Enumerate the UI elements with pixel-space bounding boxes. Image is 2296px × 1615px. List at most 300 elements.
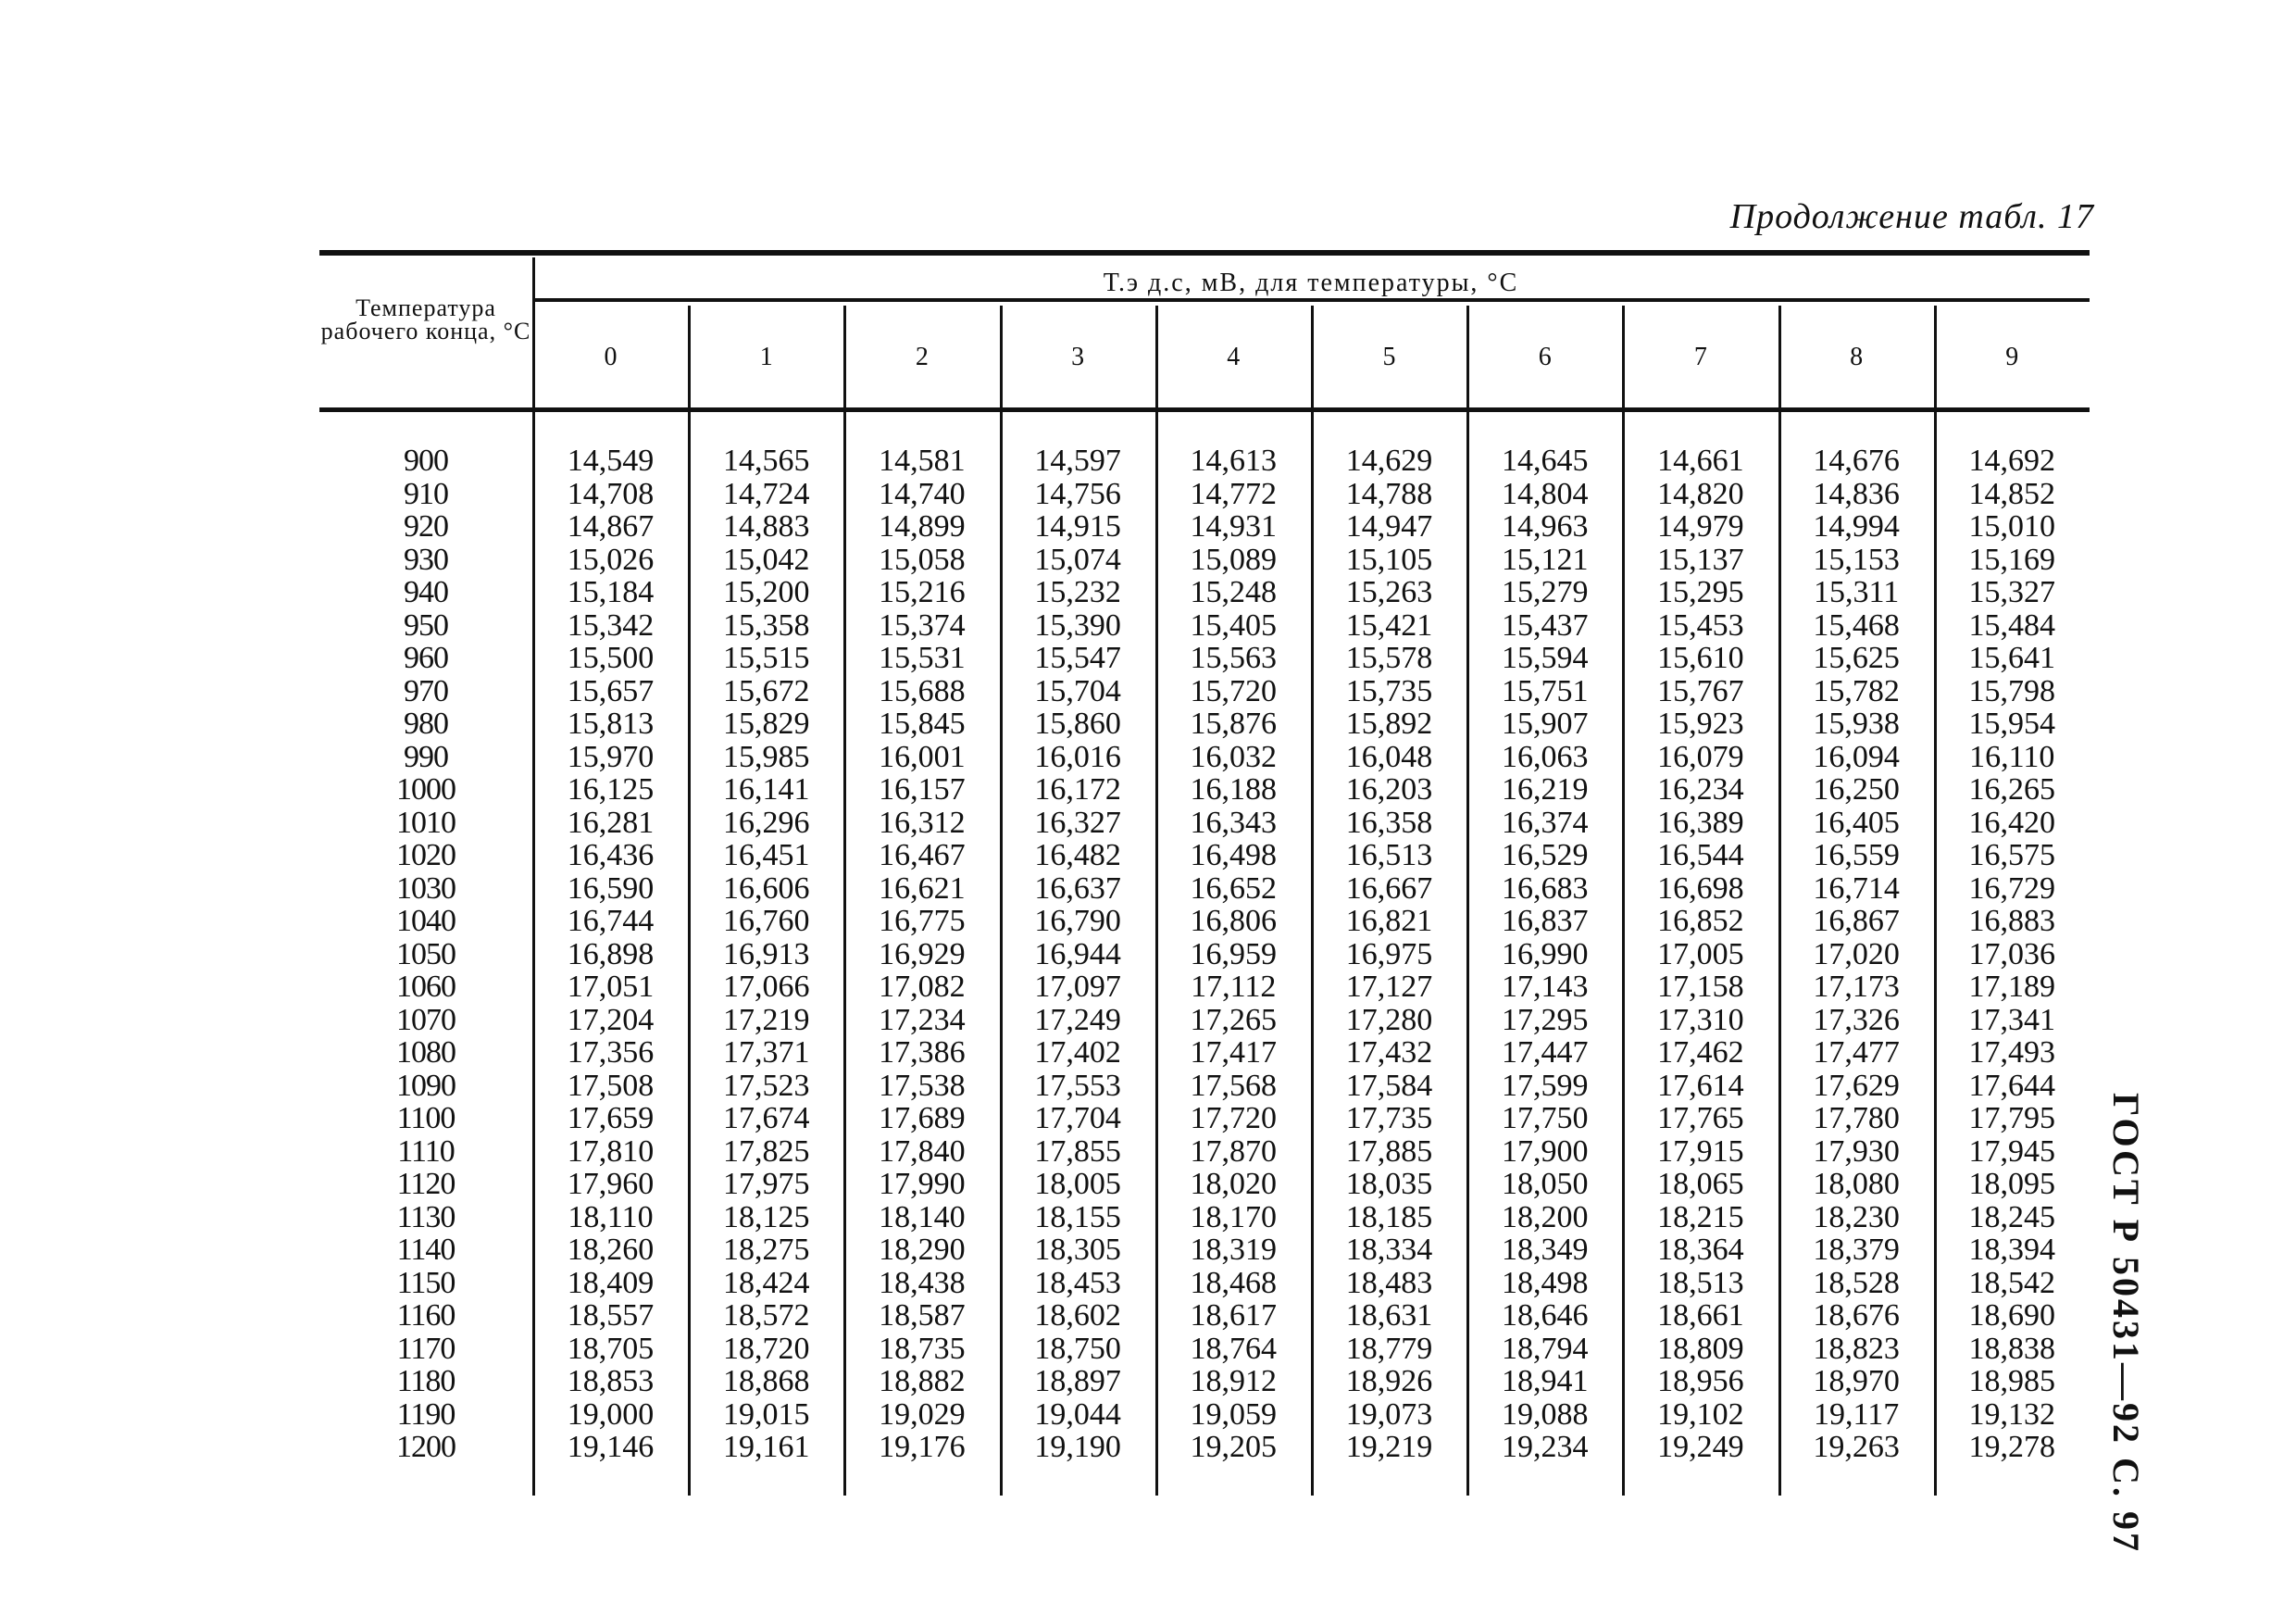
emf-value-cell: 15,735	[1345, 673, 1433, 708]
emf-value-cell: 16,374	[1501, 805, 1589, 840]
emf-value-cell: 16,775	[879, 904, 966, 938]
emf-value-cell: 18,690	[1968, 1298, 2056, 1333]
emf-value-cell: 14,740	[879, 476, 966, 511]
emf-value-cell: 16,467	[879, 838, 966, 872]
emf-value-cell: 17,158	[1657, 970, 1744, 1004]
emf-value-cell: 15,970	[567, 739, 655, 774]
emf-value-cell: 14,947	[1345, 509, 1433, 544]
emf-value-cell: 17,553	[1034, 1068, 1121, 1103]
emf-value-cell: 16,141	[722, 772, 810, 807]
emf-value-cell: 17,900	[1501, 1133, 1589, 1169]
emf-value-cell: 18,005	[1034, 1167, 1121, 1201]
emf-value-cell: 17,417	[1190, 1035, 1278, 1070]
emf-value-cell: 15,672	[722, 673, 810, 708]
emf-value-cell: 15,089	[1190, 542, 1278, 577]
emf-value-cell: 14,676	[1813, 444, 1900, 478]
emf-value-cell: 16,883	[1968, 904, 2056, 938]
emf-value-cell: 17,975	[722, 1167, 810, 1201]
emf-value-cell: 16,482	[1034, 838, 1121, 872]
temperature-cell: 930	[404, 542, 448, 577]
emf-value-cell: 18,572	[722, 1298, 810, 1333]
emf-value-cell: 18,349	[1501, 1233, 1589, 1267]
emf-value-cell: 14,708	[567, 476, 655, 511]
emf-column-1	[688, 444, 844, 1464]
emf-value-cell: 16,234	[1657, 772, 1744, 807]
emf-value-cell: 19,029	[879, 1396, 966, 1432]
emf-value-cell: 16,806	[1190, 904, 1278, 938]
column-header: 9	[2005, 343, 2019, 371]
emf-value-cell: 15,907	[1501, 707, 1589, 741]
emf-value-cell: 16,837	[1501, 904, 1589, 938]
emf-value-cell: 15,515	[722, 641, 810, 675]
emf-value-cell: 16,606	[722, 870, 810, 906]
emf-value-cell: 17,386	[879, 1035, 966, 1070]
emf-value-cell: 15,374	[879, 607, 966, 643]
emf-value-cell: 17,508	[567, 1068, 655, 1103]
emf-column-8	[1778, 444, 1935, 1464]
emf-value-cell: 17,870	[1190, 1133, 1278, 1169]
emf-value-cell: 16,405	[1813, 805, 1900, 840]
emf-value-cell: 16,451	[722, 838, 810, 872]
emf-value-cell: 14,549	[567, 444, 655, 478]
emf-value-cell: 18,779	[1345, 1331, 1433, 1366]
emf-value-cell: 18,438	[879, 1265, 966, 1300]
column-header: 8	[1850, 343, 1864, 371]
emf-value-cell: 16,929	[879, 936, 966, 971]
emf-value-cell: 16,698	[1657, 870, 1744, 906]
emf-value-cell: 17,930	[1813, 1133, 1900, 1169]
emf-value-cell: 16,729	[1968, 870, 2056, 906]
temperature-cell: 1150	[396, 1265, 455, 1300]
column-header: 4	[1227, 343, 1241, 371]
emf-value-cell: 18,750	[1034, 1331, 1121, 1366]
emf-value-cell: 16,959	[1190, 936, 1278, 971]
emf-value-cell: 18,764	[1190, 1331, 1278, 1366]
emf-value-cell: 18,705	[567, 1331, 655, 1366]
emf-value-cell: 17,735	[1345, 1101, 1433, 1135]
emf-value-cell: 18,260	[567, 1233, 655, 1267]
emf-value-cell: 17,097	[1034, 970, 1121, 1004]
emf-value-cell: 18,720	[722, 1331, 810, 1366]
emf-value-cell: 17,689	[879, 1101, 966, 1135]
emf-value-cell: 18,305	[1034, 1233, 1121, 1267]
emf-value-cell: 16,281	[567, 805, 655, 840]
emf-value-cell: 18,853	[567, 1364, 655, 1398]
emf-value-cell: 14,994	[1813, 509, 1900, 544]
temperature-cell: 990	[404, 739, 448, 774]
temperature-cell: 940	[404, 575, 448, 609]
emf-value-cell: 17,204	[567, 1002, 655, 1037]
emf-value-cell: 18,050	[1501, 1167, 1589, 1201]
emf-value-cell: 17,750	[1501, 1101, 1589, 1135]
emf-value-cell: 15,216	[879, 575, 966, 609]
emf-value-cell: 15,010	[1968, 509, 2056, 544]
emf-value-cell: 16,852	[1657, 904, 1744, 938]
emf-value-cell: 19,000	[567, 1396, 655, 1432]
temperature-cell: 1140	[396, 1233, 455, 1267]
emf-value-cell: 17,674	[722, 1101, 810, 1135]
emf-value-cell: 18,528	[1813, 1265, 1900, 1300]
emf-value-cell: 18,319	[1190, 1233, 1278, 1267]
emf-value-cell: 17,538	[879, 1068, 966, 1103]
emf-value-cell: 15,641	[1968, 641, 2056, 675]
emf-value-cell: 19,059	[1190, 1396, 1278, 1432]
emf-column-3	[1000, 444, 1156, 1464]
emf-value-cell: 17,720	[1190, 1101, 1278, 1135]
emf-value-cell: 16,250	[1813, 772, 1900, 807]
emf-value-cell: 15,531	[879, 641, 966, 675]
emf-value-cell: 17,960	[567, 1167, 655, 1201]
emf-value-cell: 19,044	[1034, 1396, 1121, 1432]
emf-value-cell: 16,343	[1190, 805, 1278, 840]
temperature-cell: 1030	[396, 870, 455, 906]
emf-value-cell: 18,646	[1501, 1298, 1589, 1333]
emf-value-cell: 18,602	[1034, 1298, 1121, 1333]
emf-value-cell: 15,042	[722, 542, 810, 577]
emf-value-cell: 15,578	[1345, 641, 1433, 675]
emf-value-cell: 16,529	[1501, 838, 1589, 872]
emf-value-cell: 18,838	[1968, 1331, 2056, 1366]
emf-value-cell: 15,500	[567, 641, 655, 675]
emf-value-cell: 17,644	[1968, 1068, 2056, 1103]
emf-value-cell: 14,772	[1190, 476, 1278, 511]
emf-value-cell: 17,704	[1034, 1101, 1121, 1135]
emf-value-cell: 15,468	[1813, 607, 1900, 643]
emf-value-cell: 15,782	[1813, 673, 1900, 708]
emf-value-cell: 18,290	[879, 1233, 966, 1267]
emf-value-cell: 19,073	[1345, 1396, 1433, 1432]
emf-value-cell: 16,683	[1501, 870, 1589, 906]
emf-value-cell: 19,205	[1190, 1430, 1278, 1464]
emf-value-cell: 18,897	[1034, 1364, 1121, 1398]
emf-value-cell: 18,617	[1190, 1298, 1278, 1333]
temperature-cell: 980	[404, 707, 448, 741]
emf-value-cell: 17,249	[1034, 1002, 1121, 1037]
emf-value-cell: 16,188	[1190, 772, 1278, 807]
emf-value-cell: 14,931	[1190, 509, 1278, 544]
emf-value-cell: 16,296	[722, 805, 810, 840]
emf-value-cell: 18,095	[1968, 1167, 2056, 1201]
temperature-cell: 1070	[396, 1002, 455, 1037]
emf-value-cell: 16,048	[1345, 739, 1433, 774]
emf-value-cell: 16,498	[1190, 838, 1278, 872]
emf-value-cell: 16,219	[1501, 772, 1589, 807]
emf-value-cell: 16,094	[1813, 739, 1900, 774]
emf-value-cell: 15,892	[1345, 707, 1433, 741]
emf-column-7	[1622, 444, 1778, 1464]
emf-value-cell: 17,629	[1813, 1068, 1900, 1103]
emf-value-cell: 15,829	[722, 707, 810, 741]
emf-value-cell: 15,845	[879, 707, 966, 741]
emf-value-cell: 17,265	[1190, 1002, 1278, 1037]
emf-value-cell: 16,898	[567, 936, 655, 971]
temperature-cell: 950	[404, 607, 448, 643]
emf-value-cell: 16,063	[1501, 739, 1589, 774]
emf-value-cell: 18,065	[1657, 1167, 1744, 1201]
emf-value-cell: 17,219	[722, 1002, 810, 1037]
emf-value-cell: 16,265	[1968, 772, 2056, 807]
emf-value-cell: 18,215	[1657, 1199, 1744, 1234]
emf-value-cell: 16,913	[722, 936, 810, 971]
emf-value-cell: 17,371	[722, 1035, 810, 1070]
temperature-cell: 1170	[396, 1331, 455, 1366]
emf-value-cell: 17,795	[1968, 1101, 2056, 1135]
emf-value-cell: 15,058	[879, 542, 966, 577]
emf-value-cell: 18,587	[879, 1298, 966, 1333]
emf-value-cell: 18,230	[1813, 1199, 1900, 1234]
emf-value-cell: 19,102	[1657, 1396, 1744, 1432]
emf-value-cell: 18,868	[722, 1364, 810, 1398]
column-header: 2	[915, 343, 929, 371]
column-header: 7	[1693, 343, 1707, 371]
emf-value-cell: 18,912	[1190, 1364, 1278, 1398]
emf-value-cell: 15,026	[567, 542, 655, 577]
emf-value-cell: 18,140	[879, 1199, 966, 1234]
emf-value-cell: 18,483	[1345, 1265, 1433, 1300]
emf-value-cell: 18,823	[1813, 1331, 1900, 1366]
emf-value-cell: 15,421	[1345, 607, 1433, 643]
emf-value-cell: 15,311	[1813, 575, 1900, 609]
emf-value-cell: 16,125	[567, 772, 655, 807]
emf-value-cell: 18,020	[1190, 1167, 1278, 1201]
emf-value-cell: 15,121	[1501, 542, 1589, 577]
emf-value-cell: 15,767	[1657, 673, 1744, 708]
emf-value-cell: 15,704	[1034, 673, 1121, 708]
emf-value-cell: 19,278	[1968, 1430, 2056, 1464]
emf-value-cell: 19,219	[1345, 1430, 1433, 1464]
emf-value-cell: 16,544	[1657, 838, 1744, 872]
emf-value-cell: 18,809	[1657, 1331, 1744, 1366]
emf-value-cell: 15,923	[1657, 707, 1744, 741]
emf-value-cell: 17,051	[567, 970, 655, 1004]
emf-value-cell: 17,341	[1968, 1002, 2056, 1037]
emf-value-cell: 18,941	[1501, 1364, 1589, 1398]
emf-value-cell: 14,804	[1501, 476, 1589, 511]
emf-value-cell: 19,088	[1501, 1396, 1589, 1432]
temperature-cell: 1190	[396, 1396, 455, 1432]
temperature-cell: 1050	[396, 936, 455, 971]
emf-value-cell: 15,405	[1190, 607, 1278, 643]
emf-value-cell: 17,462	[1657, 1035, 1744, 1070]
emf-value-cell: 15,437	[1501, 607, 1589, 643]
emf-value-cell: 15,657	[567, 673, 655, 708]
emf-value-cell: 14,867	[567, 509, 655, 544]
emf-value-cell: 14,645	[1501, 444, 1589, 478]
emf-value-cell: 17,915	[1657, 1133, 1744, 1169]
emf-value-cell: 18,498	[1501, 1265, 1589, 1300]
temperature-cell: 1040	[396, 904, 455, 938]
emf-value-cell: 14,692	[1968, 444, 2056, 478]
emf-value-cell: 15,813	[567, 707, 655, 741]
emf-value-cell: 18,453	[1034, 1265, 1121, 1300]
emf-value-cell: 16,790	[1034, 904, 1121, 938]
emf-value-cell: 17,810	[567, 1133, 655, 1169]
emf-value-cell: 16,637	[1034, 870, 1121, 906]
emf-value-cell: 14,963	[1501, 509, 1589, 544]
emf-value-cell: 17,568	[1190, 1068, 1278, 1103]
emf-value-cell: 19,263	[1813, 1430, 1900, 1464]
column-header: 5	[1382, 343, 1396, 371]
emf-value-cell: 16,389	[1657, 805, 1744, 840]
emf-value-cell: 17,280	[1345, 1002, 1433, 1037]
temperature-cell: 1020	[396, 838, 455, 872]
emf-value-cell: 19,176	[879, 1430, 966, 1464]
emf-value-cell: 16,821	[1345, 904, 1433, 938]
emf-value-cell: 16,436	[567, 838, 655, 872]
emf-value-cell: 15,720	[1190, 673, 1278, 708]
emf-value-cell: 18,542	[1968, 1265, 2056, 1300]
emf-value-cell: 15,876	[1190, 707, 1278, 741]
emf-column-9	[1934, 444, 2090, 1464]
emf-value-cell: 15,751	[1501, 673, 1589, 708]
column-header: 6	[1538, 343, 1552, 371]
emf-value-cell: 15,563	[1190, 641, 1278, 675]
page-side-label: ГОСТ Р 50431—92 С. 97	[2105, 1093, 2147, 1554]
emf-value-cell: 18,364	[1657, 1233, 1744, 1267]
emf-value-cell: 18,424	[722, 1265, 810, 1300]
emf-value-cell: 17,765	[1657, 1101, 1744, 1135]
emf-value-cell: 15,610	[1657, 641, 1744, 675]
temperature-cell: 1200	[396, 1430, 455, 1464]
emf-value-cell: 16,001	[879, 739, 966, 774]
emf-value-cell: 17,082	[879, 970, 966, 1004]
emf-value-cell: 17,020	[1813, 936, 1900, 971]
emf-column-6	[1466, 444, 1623, 1464]
emf-value-cell: 16,714	[1813, 870, 1900, 906]
emf-value-cell: 15,594	[1501, 641, 1589, 675]
emf-value-cell: 16,621	[879, 870, 966, 906]
emf-value-cell: 18,926	[1345, 1364, 1433, 1398]
emf-value-cell: 18,035	[1345, 1167, 1433, 1201]
emf-value-cell: 17,326	[1813, 1002, 1900, 1037]
emf-value-cell: 18,661	[1657, 1298, 1744, 1333]
row-header-label: Температура рабочего конца, °С	[320, 294, 531, 344]
temperature-cell: 1130	[396, 1199, 455, 1234]
emf-value-cell: 14,852	[1968, 476, 2056, 511]
emf-value-cell: 15,342	[567, 607, 655, 643]
emf-value-cell: 16,157	[879, 772, 966, 807]
emf-value-cell: 18,080	[1813, 1167, 1900, 1201]
emf-value-cell: 15,798	[1968, 673, 2056, 708]
emf-value-cell: 17,825	[722, 1133, 810, 1169]
emf-column-4	[1155, 444, 1312, 1464]
emf-value-cell: 17,310	[1657, 1002, 1744, 1037]
emf-value-cell: 15,232	[1034, 575, 1121, 609]
emf-value-cell: 16,975	[1345, 936, 1433, 971]
emf-value-cell: 17,234	[879, 1002, 966, 1037]
emf-value-cell: 15,153	[1813, 542, 1900, 577]
emf-value-cell: 17,432	[1345, 1035, 1433, 1070]
emf-value-cell: 17,599	[1501, 1068, 1589, 1103]
emf-value-cell: 16,667	[1345, 870, 1433, 906]
emf-value-cell: 19,117	[1813, 1396, 1900, 1432]
emf-value-cell: 16,575	[1968, 838, 2056, 872]
emf-value-cell: 19,132	[1968, 1396, 2056, 1432]
emf-value-cell: 18,185	[1345, 1199, 1433, 1234]
emf-value-cell: 19,249	[1657, 1430, 1744, 1464]
emf-value-cell: 16,079	[1657, 739, 1744, 774]
temperature-cell: 1010	[396, 805, 455, 840]
emf-value-cell: 15,137	[1657, 542, 1744, 577]
emf-value-cell: 19,146	[567, 1430, 655, 1464]
emf-value-cell: 18,970	[1813, 1364, 1900, 1398]
emf-value-cell: 19,161	[722, 1430, 810, 1464]
temperature-cell: 1080	[396, 1035, 455, 1070]
emf-column-5	[1311, 444, 1467, 1464]
emf-value-cell: 15,358	[722, 607, 810, 643]
header-sub-rule	[532, 298, 2090, 302]
emf-value-cell: 15,453	[1657, 607, 1744, 643]
emf-value-cell: 16,312	[879, 805, 966, 840]
emf-value-cell: 19,015	[722, 1396, 810, 1432]
emf-value-cell: 17,493	[1968, 1035, 2056, 1070]
emf-value-cell: 18,985	[1968, 1364, 2056, 1398]
temperature-cell: 1000	[396, 772, 455, 807]
emf-value-cell: 19,234	[1501, 1430, 1589, 1464]
temperature-cell: 900	[404, 444, 448, 478]
emf-value-cell: 17,990	[879, 1167, 966, 1201]
emf-value-cell: 18,334	[1345, 1233, 1433, 1267]
emf-value-cell: 15,105	[1345, 542, 1433, 577]
emf-value-cell: 14,629	[1345, 444, 1433, 478]
temperature-cell: 1160	[396, 1298, 455, 1333]
emf-value-cell: 18,557	[567, 1298, 655, 1333]
emf-value-cell: 18,794	[1501, 1331, 1589, 1366]
emf-value-cell: 18,676	[1813, 1298, 1900, 1333]
emf-value-cell: 16,944	[1034, 936, 1121, 971]
temperature-cell: 970	[404, 673, 448, 708]
emf-value-cell: 15,625	[1813, 641, 1900, 675]
emf-value-cell: 18,379	[1813, 1233, 1900, 1267]
emf-value-cell: 15,263	[1345, 575, 1433, 609]
emf-value-cell: 15,184	[567, 575, 655, 609]
temperature-cell: 920	[404, 509, 448, 544]
emf-value-cell: 17,780	[1813, 1101, 1900, 1135]
emf-value-cell: 14,724	[722, 476, 810, 511]
emf-value-cell: 16,590	[567, 870, 655, 906]
emf-value-cell: 16,032	[1190, 739, 1278, 774]
emf-value-cell: 17,584	[1345, 1068, 1433, 1103]
table-top-rule	[319, 250, 2090, 256]
emf-value-cell: 16,744	[567, 904, 655, 938]
emf-value-cell: 18,409	[567, 1265, 655, 1300]
emf-value-cell: 15,248	[1190, 575, 1278, 609]
emf-value-cell: 16,327	[1034, 805, 1121, 840]
emf-value-cell: 14,979	[1657, 509, 1744, 544]
temperature-cell: 1120	[396, 1167, 455, 1201]
emf-value-cell: 14,661	[1657, 444, 1744, 478]
emf-value-cell: 15,484	[1968, 607, 2056, 643]
emf-value-cell: 18,956	[1657, 1364, 1744, 1398]
column-header: 1	[759, 343, 773, 371]
emf-value-cell: 14,597	[1034, 444, 1121, 478]
emf-value-cell: 19,190	[1034, 1430, 1121, 1464]
emf-value-cell: 17,112	[1191, 970, 1277, 1004]
emf-value-cell: 14,836	[1813, 476, 1900, 511]
emf-value-cell: 18,513	[1657, 1265, 1744, 1300]
temperature-column	[319, 444, 532, 1464]
emf-value-cell: 18,735	[879, 1331, 966, 1366]
emf-value-cell: 14,899	[879, 509, 966, 544]
emf-value-cell: 14,581	[879, 444, 966, 478]
emf-value-cell: 17,173	[1813, 970, 1900, 1004]
column-header: 0	[604, 343, 618, 371]
emf-value-cell: 17,189	[1968, 970, 2056, 1004]
emf-value-cell: 15,860	[1034, 707, 1121, 741]
emf-value-cell: 15,169	[1968, 542, 2056, 577]
emf-value-cell: 15,954	[1968, 707, 2056, 741]
temperature-cell: 1100	[396, 1101, 455, 1135]
